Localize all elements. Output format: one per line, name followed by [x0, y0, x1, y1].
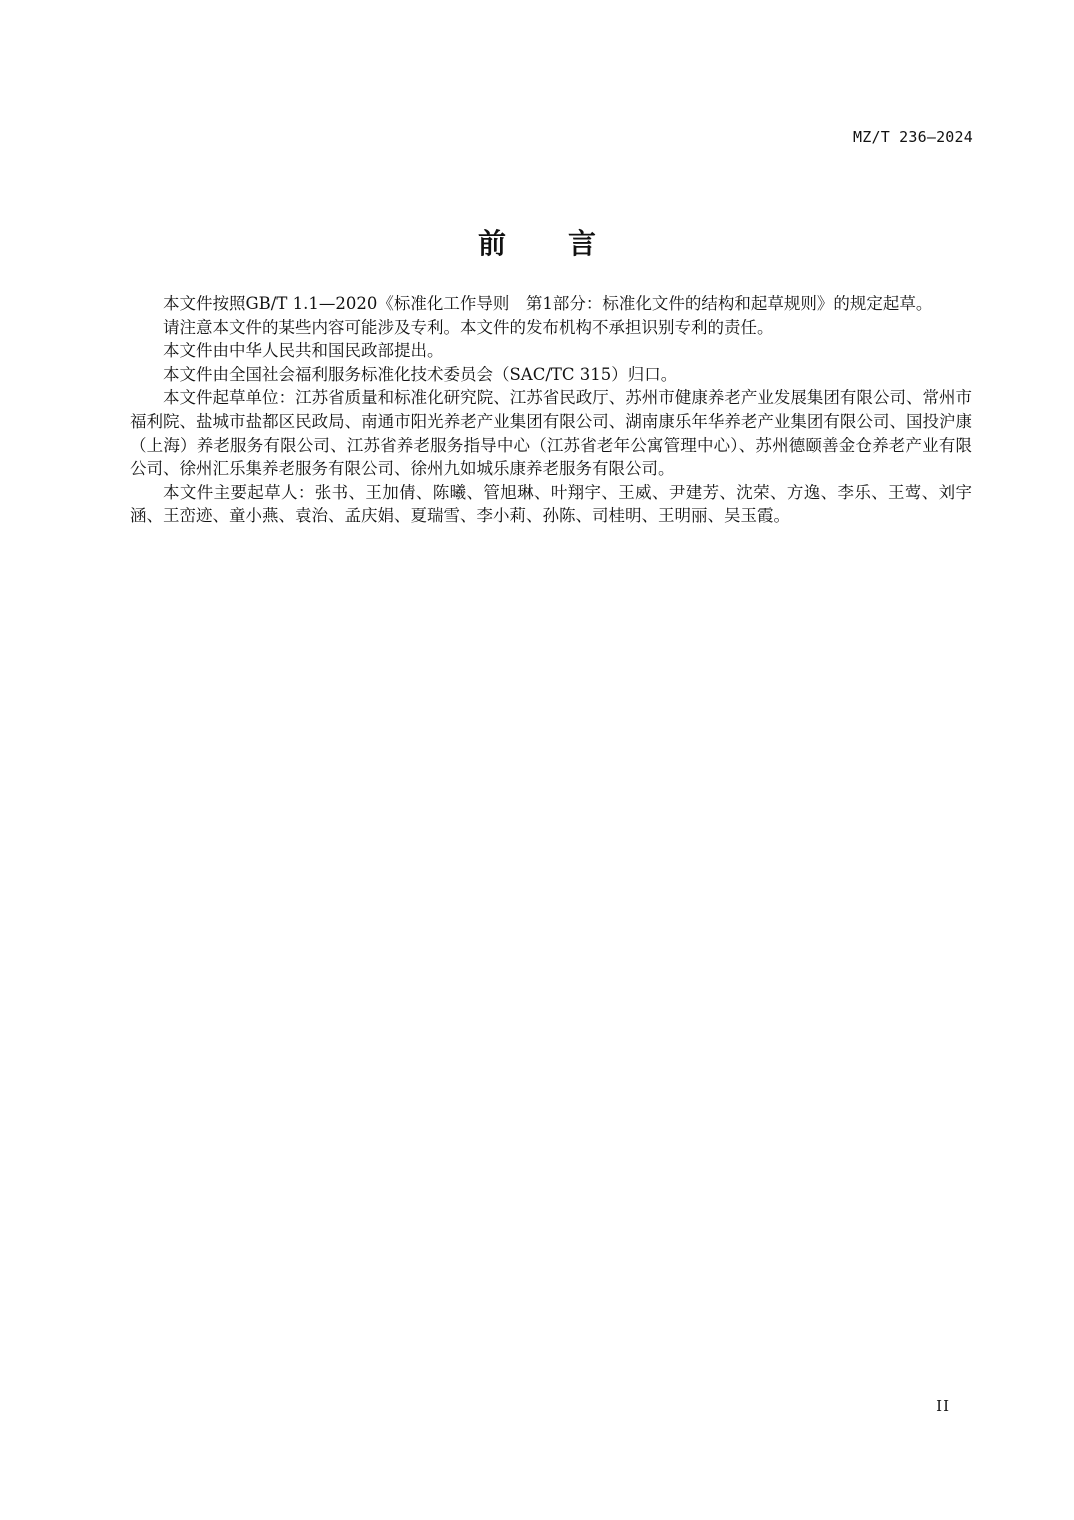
page-title: 前言: [477, 227, 658, 260]
paragraph-drafting-rules: 本文件按照GB/T 1.1—2020《标准化工作导则 第1部分：标准化文件的结构和起草规则》的规定起草。: [163, 294, 933, 313]
foreword-body: [130, 292, 972, 528]
paragraph-drafting-units: 本文件起草单位：江苏省质量和标准化研究院、江苏省民政厅、苏州市健康养老产业发展集团有限公司、常州市福利院、盐城市盐都区民政局、南通市阳光养老产业集团有限公司、湖南康乐年华养老产业集团有限公司、国投沪康（上海）养老服务有限公司、江苏省养老服务指导中心（江苏省老年公寓管理中心）、苏州德颐善金仓养老产业有限公司、徐州汇乐集养老服务有限公司、徐州九如城乐康养老服务有限公司。: [130, 388, 972, 479]
paragraph-drafters: 本文件主要起草人：张书、王加倩、陈曦、管旭琳、叶翔宇、王威、尹建芳、沈荣、方逸、李乐、王莺、刘宇涵、王峦迹、童小燕、袁治、孟庆娟、夏瑞雪、李小莉、孙陈、司桂明、王明丽、吴玉霞。: [130, 482, 972, 526]
paragraph-committee: 本文件由全国社会福利服务标准化技术委员会（SAC/TC 315）归口。: [163, 364, 678, 384]
document-code: MZ/T 236—2024: [853, 128, 973, 146]
paragraph-proposer: 本文件由中华人民共和国民政部提出。: [163, 341, 444, 361]
page-number: II: [936, 1397, 950, 1415]
paragraph-patent-notice: 请注意本文件的某些内容可能涉及专利。本文件的发布机构不承担识别专利的责任。: [163, 317, 774, 337]
